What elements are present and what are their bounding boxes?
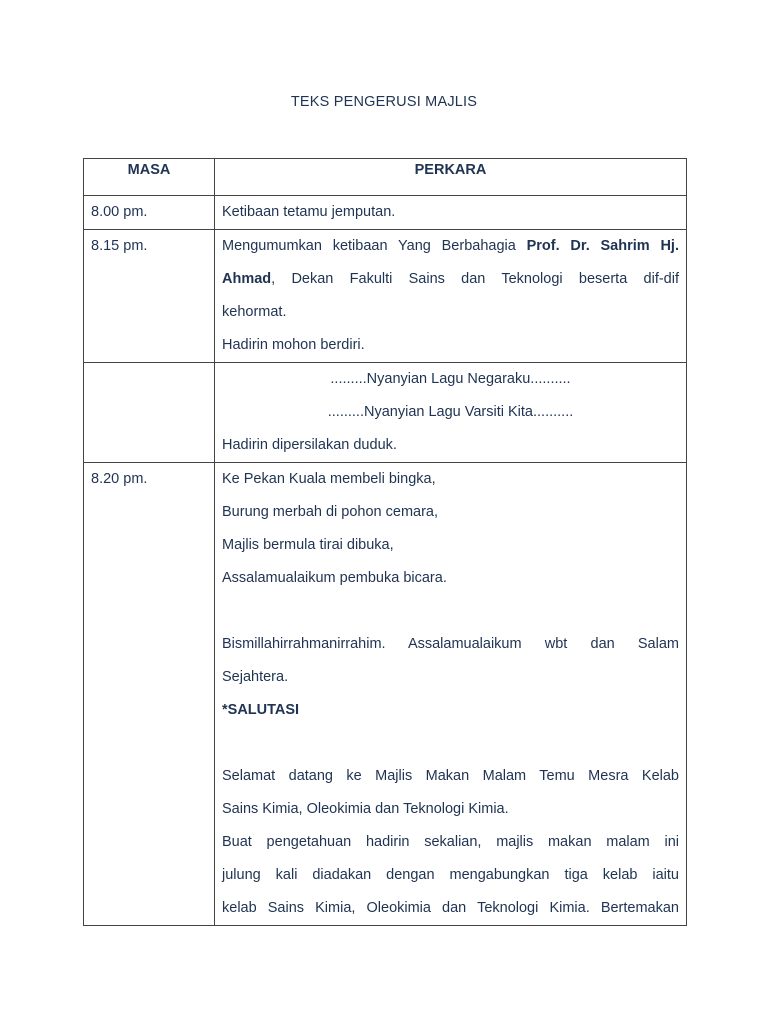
guest-name: Prof. Dr. Sahrim Hj. [526,238,679,254]
pantun-line: Majlis bermula tirai dibuka, [222,537,394,553]
welcome-line: Sains Kimia, Oleokimia dan Teknologi Kimia. [222,801,509,817]
pantun-line: Burung merbah di pohon cemara, [222,504,439,520]
greeting-line: Bismillahirrahmanirrahim. Assalamualaikum wbt dan Salam [222,636,679,652]
anthem-line: .........Nyanyian Lagu Varsiti Kita.......... [327,404,574,420]
anthem-line: .........Nyanyian Lagu Negaraku.......... [330,371,571,387]
row-time: 8.15 pm. [91,238,148,254]
info-line: kelab Sains Kimia, Oleokimia dan Teknologi Kimia. Bertemakan [222,900,679,916]
table-row [84,363,687,463]
document-title: TEKS PENGERUSI MAJLIS [290,94,478,110]
guest-name-cont: Ahmad [222,271,272,287]
pantun-line: Ke Pekan Kuala membeli bingka, [222,471,436,487]
table-row [84,230,687,363]
pantun-line: Assalamualaikum pembuka bicara. [222,570,447,586]
info-line: Buat pengetahuan hadirin sekalian, majlis makan malam ini [222,834,679,850]
row-time: 8.00 pm. [91,204,148,220]
row-text: Ketibaan tetamu jemputan. [222,204,396,220]
announcement-text: Mengumumkan ketibaan Yang Berbahagia [222,238,527,254]
salutasi-heading: *SALUTASI [222,702,300,718]
announcement-text: , Dekan Fakulti Sains dan Teknologi beserta dif-dif [271,271,679,287]
info-line: julung kali diadakan dengan mengabungkan tiga kelab iaitu [222,867,679,883]
table-row [84,196,687,230]
announcement-line-2 [222,263,679,296]
announcement-line-4: Hadirin mohon berdiri. [222,337,365,353]
header-masa: MASA [84,159,215,196]
header-perkara: PERKARA [215,159,687,196]
schedule-table [83,158,687,926]
row-time: 8.20 pm. [91,471,148,487]
announcement-line-1 [222,230,679,263]
announcement-line-3: kehormat. [222,304,287,320]
welcome-line: Selamat datang ke Majlis Makan Malam Temu Mesra Kelab [222,768,679,784]
row-time [91,363,207,396]
greeting-line: Sejahtera. [222,669,289,685]
instruction-line: Hadirin dipersilakan duduk. [222,437,397,453]
table-header-row [84,159,687,196]
table-row [84,463,687,926]
